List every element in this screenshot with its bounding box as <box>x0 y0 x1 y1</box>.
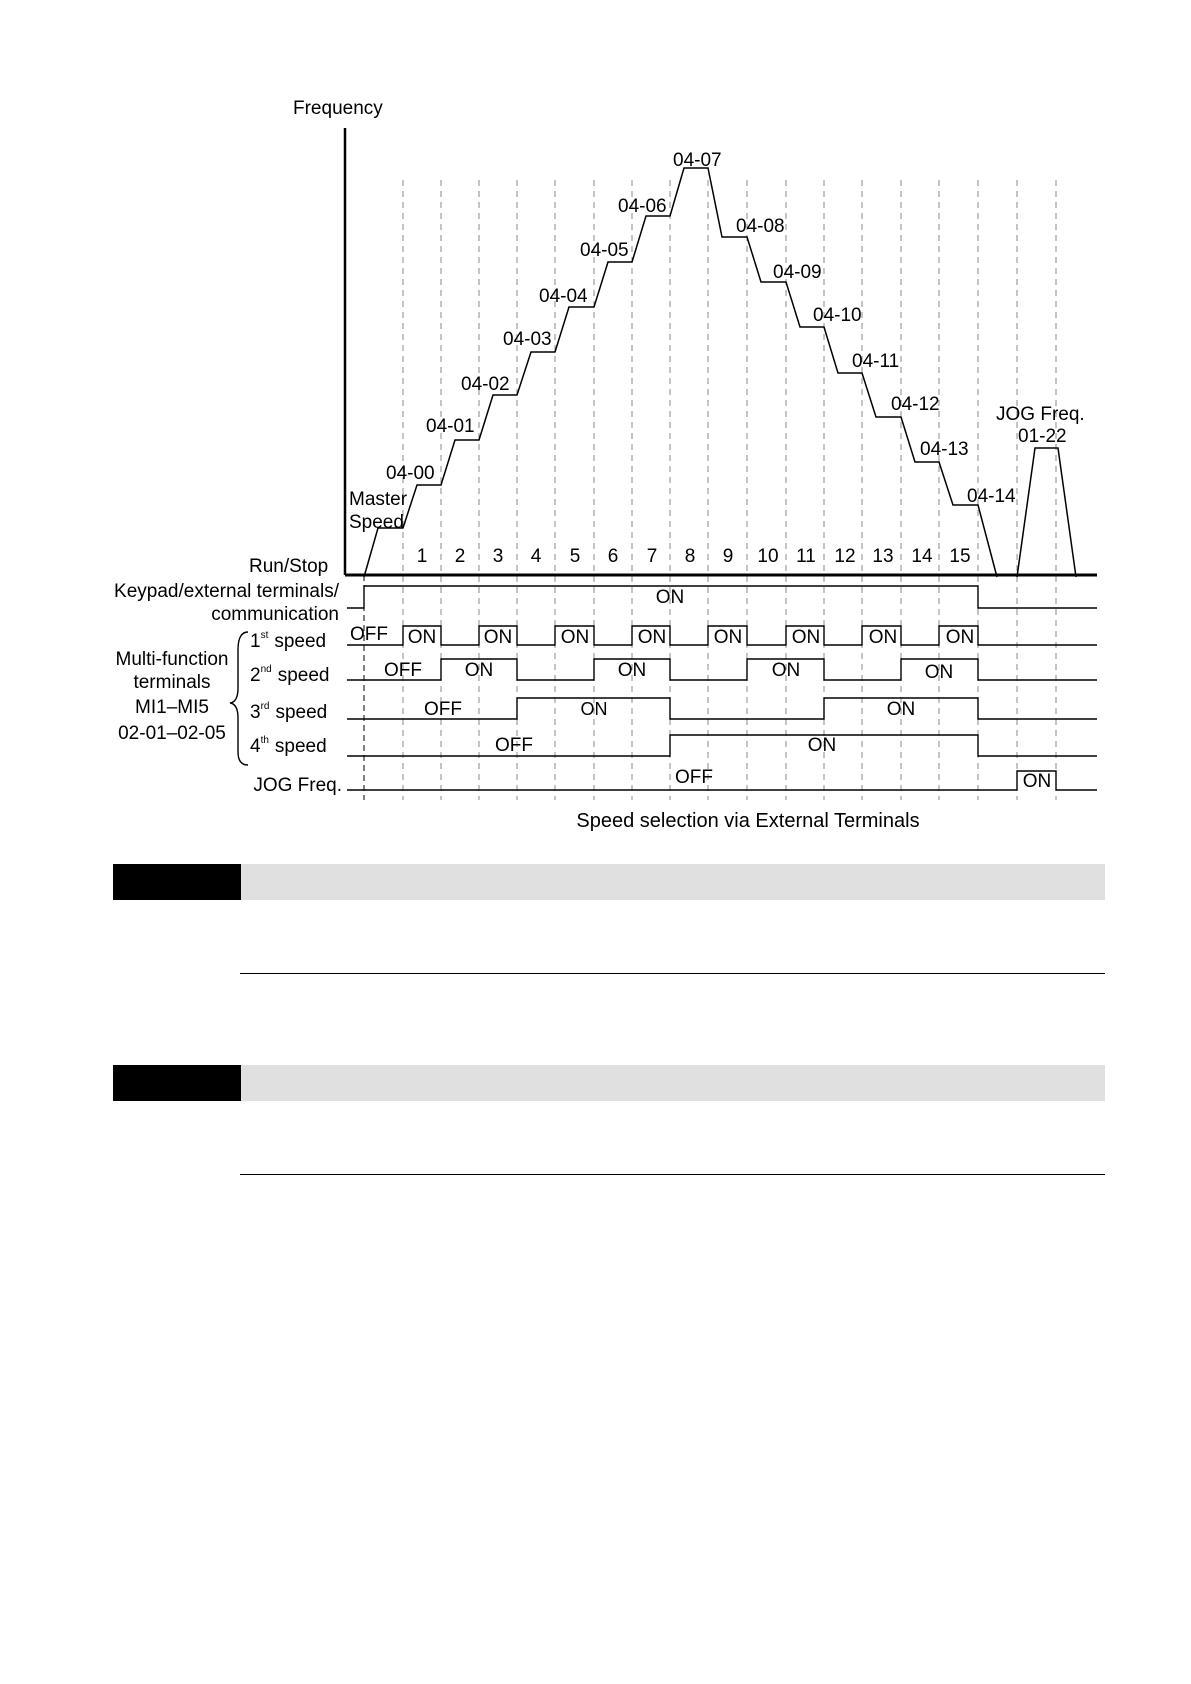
diagram-caption: Speed selection via External Terminals <box>576 810 920 832</box>
step-param-label: 04-06 <box>618 196 667 217</box>
step-param-label: 04-07 <box>673 150 722 171</box>
parameter-section-header <box>113 1065 1105 1101</box>
speed2-on-label: ON <box>464 660 494 681</box>
jog-row-label: JOG Freq. <box>253 775 342 796</box>
step-gridlines <box>403 180 1056 800</box>
speed2-signal <box>347 659 1097 680</box>
multifunction-label-line3: MI1–MI5 <box>135 697 209 718</box>
speed-selection-timing-diagram <box>0 0 1191 840</box>
frequency-curve <box>364 168 997 577</box>
step-parameter-labels <box>386 150 1016 507</box>
speed1-label: 1st speed <box>250 630 327 652</box>
keypad-signal <box>347 586 1097 608</box>
step-number: 8 <box>684 546 696 567</box>
step-param-label: 04-09 <box>773 262 822 283</box>
step-param-label: 04-00 <box>386 463 435 484</box>
jog-off-label: OFF <box>675 767 713 788</box>
parameter-section-tab <box>113 864 241 900</box>
jog-frequency-curve <box>1017 448 1076 577</box>
master-speed-label-line2: Speed <box>349 512 404 533</box>
parameter-section-tab <box>113 1065 241 1101</box>
step-param-label: 04-02 <box>461 374 510 395</box>
speed2-off-label: OFF <box>384 660 422 681</box>
jog-freq-label-line2: 01-22 <box>1018 426 1067 447</box>
speed4-label: 4th speed <box>250 735 327 757</box>
step-number: 3 <box>492 546 504 567</box>
step-param-label: 04-11 <box>852 351 900 372</box>
step-number: 9 <box>722 546 734 567</box>
step-number: 13 <box>872 546 894 567</box>
step-numbers <box>417 546 971 567</box>
keypad-label-line1: Keypad/external terminals/ <box>114 581 339 602</box>
speed1-on-label: ON <box>560 627 590 648</box>
keypad-label-line2: communication <box>211 604 339 625</box>
keypad-on-label: ON <box>655 587 685 608</box>
step-number: 5 <box>569 546 581 567</box>
run-stop-label: Run/Stop <box>249 556 329 577</box>
speed2-on-label: ON <box>771 660 801 681</box>
speed1-off-label: OFF <box>350 624 388 645</box>
frequency-axis-label: Frequency <box>293 98 383 119</box>
step-param-label: 04-13 <box>920 439 969 460</box>
speed3-label: 3rd speed <box>250 701 328 723</box>
speed3-on-label: ON <box>886 699 916 720</box>
speed1-on-label: ON <box>713 627 743 648</box>
step-param-label: 04-01 <box>426 416 475 437</box>
step-param-label: 04-12 <box>891 394 940 415</box>
speed1-on-label: ON <box>637 627 667 648</box>
speed4-on-label: ON <box>807 735 837 756</box>
multifunction-label-line4: 02-01–02-05 <box>118 723 226 744</box>
step-number: 11 <box>796 546 816 567</box>
speed3-on-label: ON <box>580 699 608 719</box>
step-number: 4 <box>530 546 542 567</box>
speed2-label: 2nd speed <box>250 664 330 686</box>
speed1-on-label: ON <box>483 627 513 648</box>
speed4-signal <box>347 735 1097 756</box>
step-param-label: 04-04 <box>539 286 588 307</box>
section-divider <box>240 973 1105 974</box>
step-param-label: 04-05 <box>580 240 629 261</box>
step-number: 15 <box>949 546 971 567</box>
step-number: 1 <box>416 546 428 567</box>
multifunction-label-line1: Multi-function <box>115 649 229 670</box>
signal-waveforms <box>347 586 1097 790</box>
step-param-label: 04-10 <box>813 305 862 326</box>
step-param-label: 04-08 <box>736 216 785 237</box>
speed3-on-labels <box>581 699 916 720</box>
speed1-on-label: ON <box>868 627 898 648</box>
speed1-on-label: ON <box>791 627 821 648</box>
step-param-label: 04-14 <box>967 486 1016 507</box>
step-param-label: 04-03 <box>503 329 552 350</box>
multifunction-label-line2: terminals <box>133 672 211 693</box>
step-number: 2 <box>454 546 466 567</box>
jog-freq-label-line1: JOG Freq. <box>996 404 1085 425</box>
step-number: 10 <box>757 546 779 567</box>
speed1-on-label: ON <box>407 627 437 648</box>
speed2-on-label: ON <box>617 660 647 681</box>
step-number: 6 <box>607 546 619 567</box>
speed4-off-label: OFF <box>495 735 533 756</box>
speed1-on-label: ON <box>945 627 975 648</box>
master-speed-label-line1: Master <box>349 489 408 510</box>
parameter-section-header <box>113 864 1105 900</box>
step-number: 14 <box>911 546 933 567</box>
terminal-group-brace <box>230 632 248 765</box>
step-number: 7 <box>646 546 658 567</box>
jog-on-label: ON <box>1022 771 1052 792</box>
section-divider <box>240 1174 1105 1175</box>
speed2-on-label: ON <box>924 662 954 683</box>
jog-signal <box>347 771 1097 790</box>
step-number: 12 <box>834 546 856 567</box>
speed3-off-label: OFF <box>424 699 462 720</box>
